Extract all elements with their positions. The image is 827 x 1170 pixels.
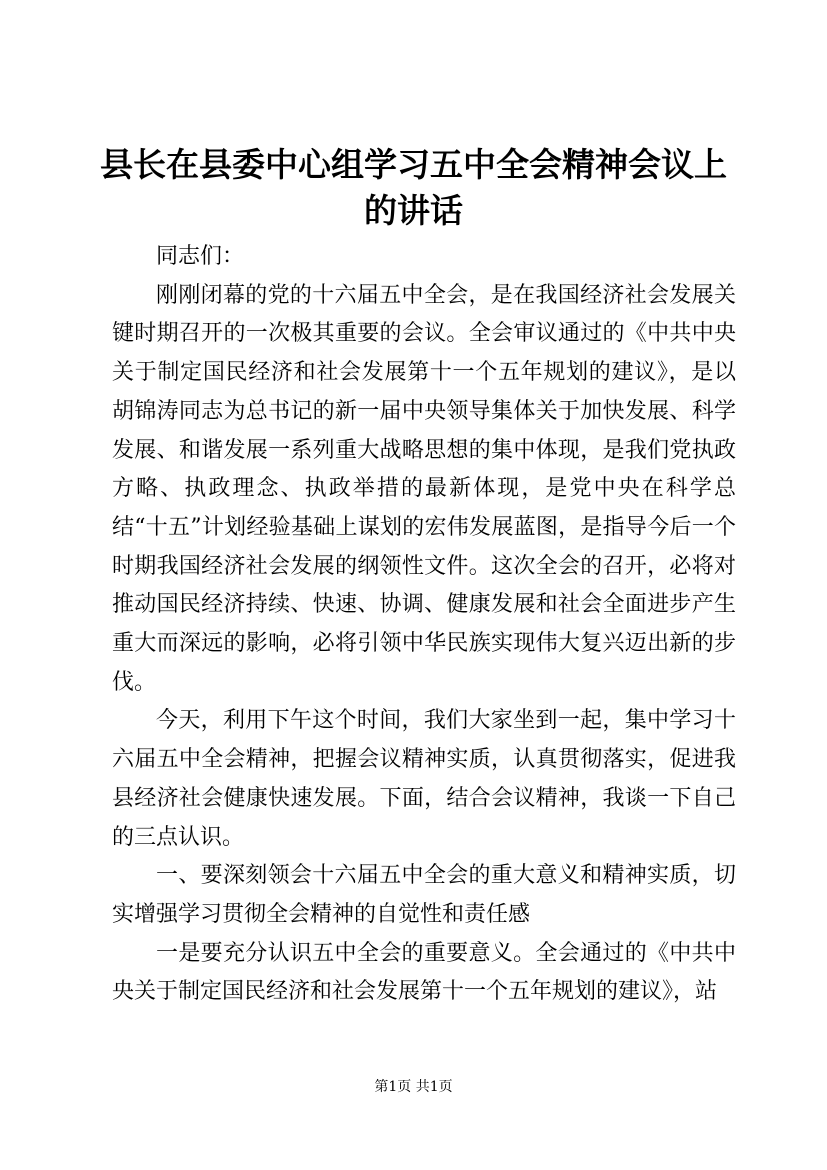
document-title: 县长在县委中心组学习五中全会精神会议上的讲话 [100, 145, 727, 230]
body-paragraph: 一是要充分认识五中全会的重要意义。全会通过的《中共中央关于制定国民经济和社会发展第十一个五年规划的建议》，站 [112, 940, 736, 1005]
salutation-paragraph: 同志们： [156, 244, 245, 269]
section-heading-paragraph: 一、要深刻领会十六届五中全会的重大意义和精神实质，切实增强学习贯彻全会精神的自觉性和责任感 [112, 863, 736, 927]
document-body [112, 238, 736, 1012]
page-footer: 第1页 共1页 [374, 1079, 453, 1095]
body-paragraph: 今天，利用下午这个时间，我们大家坐到一起，集中学习十六届五中全会精神，把握会议精神实质，认真贯彻落实，促进我县经济社会健康快速发展。下面，结合会议精神，我谈一下自己的三点认识。 [112, 708, 736, 850]
body-paragraph: 刚刚闭幕的党的十六届五中全会，是在我国经济社会发展关键时期召开的一次极其重要的会议。全会审议通过的《中共中央关于制定国民经济和社会发展第十一个五年规划的建议》，是以胡锦涛同志为总书记的新一届中央领导集体关于加快发展、科学发展、和谐发展一系列重大战略思想的集中体现，是我们党执政方略、执政理念、执政举措的最新体现，是党中央在科学总结“十五”计划经验基础上谋划的宏伟发展蓝图，是指导今后一个时期我国经济社会发展的纲领性文件。这次全会的召开，必将对推动国民经济持续、快速、协调、健康发展和社会全面进步产生重大而深远的影响，必将引领中华民族实现伟大复兴迈出新的步伐。 [112, 282, 736, 695]
